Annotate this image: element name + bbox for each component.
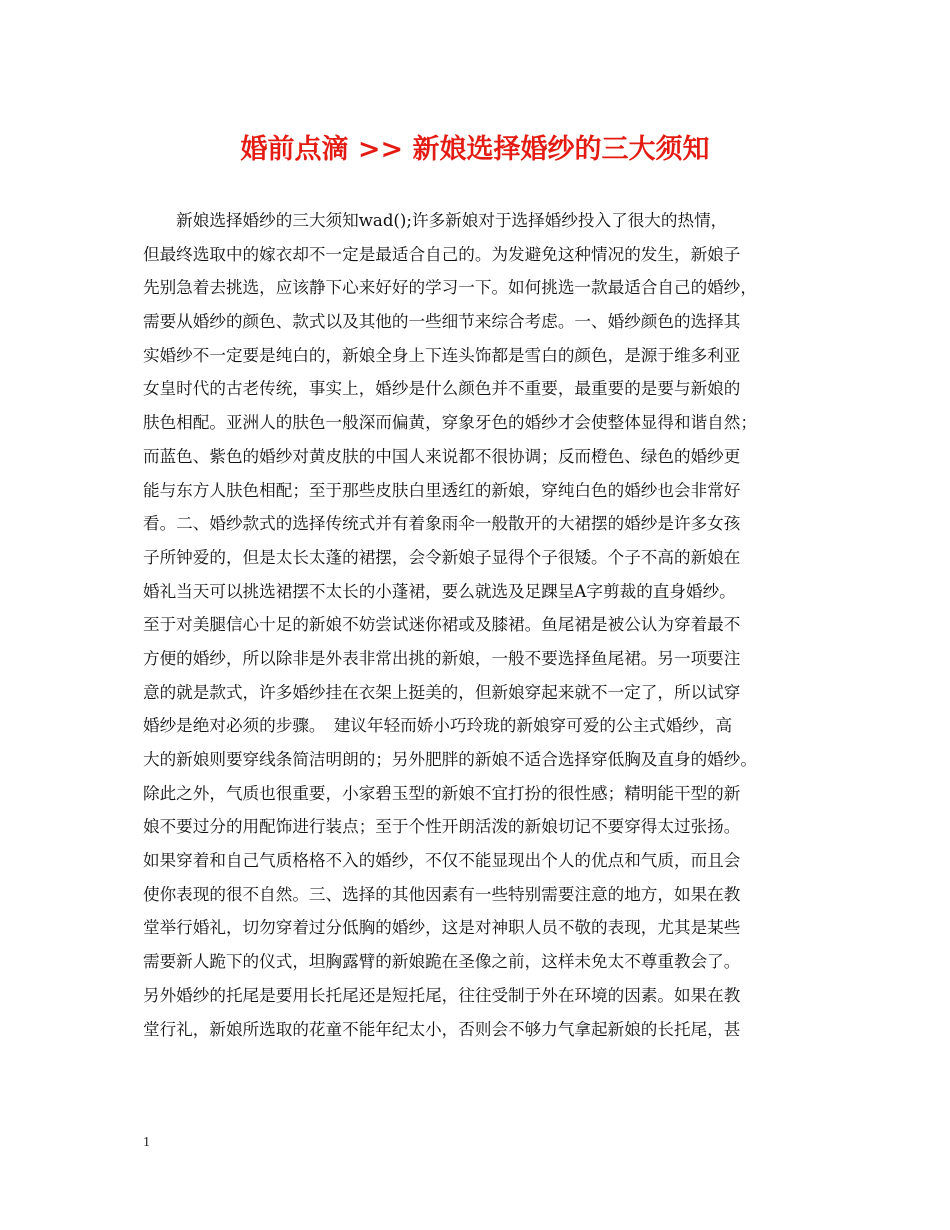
page-title: 婚前点滴 >> 新娘选择婚纱的三大须知 xyxy=(240,134,710,165)
text-line: 除此之外，气质也很重要，小家碧玉型的新娘不宜打扮的很性感；精明能干型的新 xyxy=(143,783,741,803)
text-line: 而蓝色、紫色的婚纱对黄皮肤的中国人来说都不很协调；反而橙色、绿色的婚纱更 xyxy=(143,446,741,466)
text-line: 女皇时代的古老传统，事实上，婚纱是什么颜色并不重要，最重要的是要与新娘的 xyxy=(143,379,741,399)
text-line: 看。二、婚纱款式的选择传统式并有着象雨伞一般散开的大裙摆的婚纱是许多女孩 xyxy=(143,514,741,534)
text-line: 能与东方人肤色相配；至于那些皮肤白里透红的新娘，穿纯白色的婚纱也会非常好 xyxy=(143,480,741,500)
text-line: 堂行礼，新娘所选取的花童不能年纪太小，否则会不够力气拿起新娘的长托尾，甚 xyxy=(143,1019,741,1039)
text-line: 堂举行婚礼，切勿穿着过分低胸的婚纱，这是对神职人员不敬的表现，尤其是某些 xyxy=(143,918,741,938)
text-line: 需要从婚纱的颜色、款式以及其他的一些细节来综合考虑。一、婚纱颜色的选择其 xyxy=(143,312,741,332)
text-line: 肤色相配。亚洲人的肤色一般深而偏黄，穿象牙色的婚纱才会使整体显得和谐自然； xyxy=(143,413,757,433)
text-line: 意的就是款式，许多婚纱挂在衣架上挺美的，但新娘穿起来就不一定了，所以试穿 xyxy=(143,682,741,702)
text-line: 大的新娘则要穿线条简洁明朗的；另外肥胖的新娘不适合选择穿低胸及直身的婚纱。 xyxy=(143,750,757,769)
text-line: 使你表现的很不自然。三、选择的其他因素有一些特别需要注意的地方，如果在教 xyxy=(143,884,741,904)
text-line: 先别急着去挑选，应该静下心来好好的学习一下。如何挑选一款最适合自己的婚纱， xyxy=(143,278,757,298)
text-line: 但最终选取中的嫁衣却不一定是最适合自己的。为发避免这种情况的发生，新娘子 xyxy=(143,244,741,264)
page-number: 1 xyxy=(143,1135,150,1150)
text-line: 实婚纱不一定要是纯白的，新娘全身上下连头饰都是雪白的颜色，是源于维多利亚 xyxy=(143,345,741,365)
text-line: 需要新人跪下的仪式，坦胸露臂的新娘跪在圣像之前，这样未免太不尊重教会了。 xyxy=(143,952,741,972)
text-line: 新娘选择婚纱的三大须知wad();许多新娘对于选择婚纱投入了很大的热情， xyxy=(143,211,728,230)
text-line: 娘不要过分的用配饰进行装点；至于个性开朗活泼的新娘切记不要穿得太过张扬。 xyxy=(143,817,741,837)
text-line: 婚纱是绝对必须的步骤。 建议年轻而娇小巧玲珑的新娘穿可爱的公主式婚纱，高 xyxy=(143,716,733,736)
text-line: 至于对美腿信心十足的新娘不妨尝试迷你裙或及膝裙。鱼尾裙是被公认为穿着最不 xyxy=(143,615,741,635)
text-line: 另外婚纱的托尾是要用长托尾还是短托尾，往往受制于外在环境的因素。如果在教 xyxy=(143,985,741,1005)
text-line: 子所钟爱的，但是太长太蓬的裙摆，会令新娘子显得个子很矮。个子不高的新娘在 xyxy=(143,547,741,567)
text-line: 如果穿着和自己气质格格不入的婚纱，不仅不能显现出个人的优点和气质，而且会 xyxy=(143,851,741,871)
text-line: 婚礼当天可以挑选裙摆不太长的小蓬裙，要么就选及足踝呈A字剪裁的直身婚纱。 xyxy=(143,581,736,601)
article-body xyxy=(143,204,826,1046)
text-line: 方便的婚纱，所以除非是外表非常出挑的新娘，一般不要选择鱼尾裙。另一项要注 xyxy=(143,648,741,668)
